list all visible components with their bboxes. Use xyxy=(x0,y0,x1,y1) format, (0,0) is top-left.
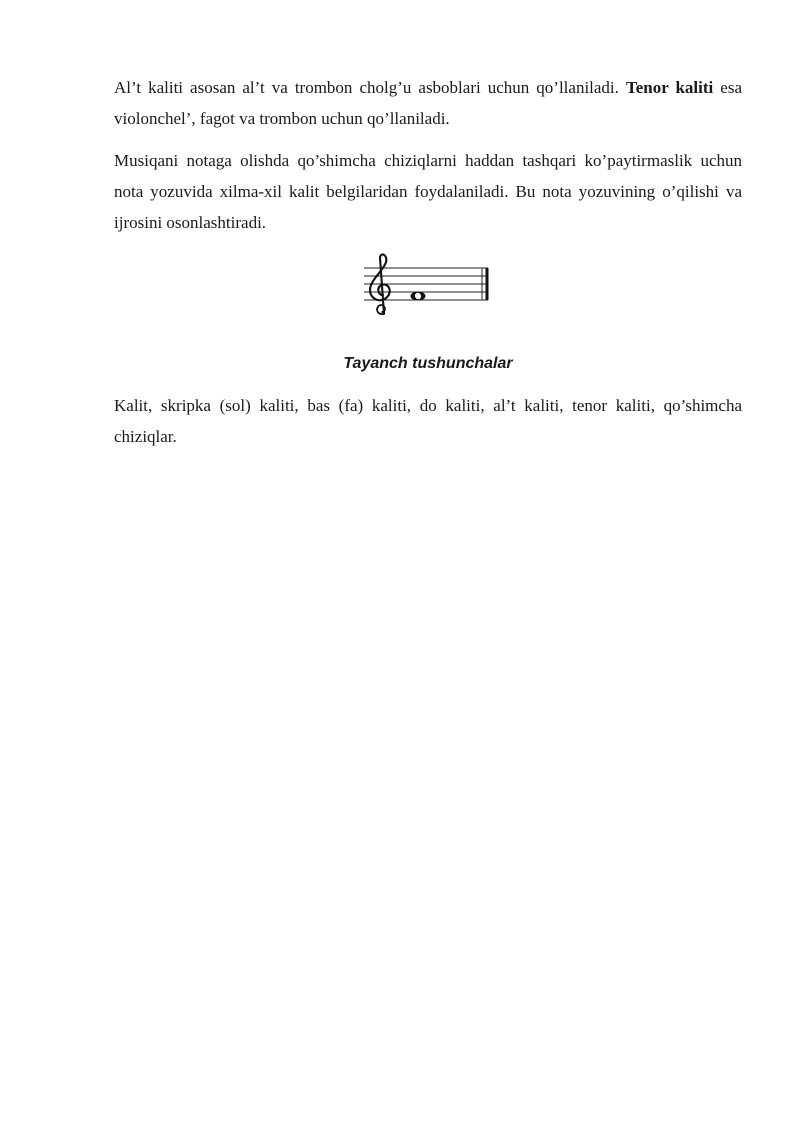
section-heading-key-concepts: Tayanch tushunchalar xyxy=(343,355,513,372)
whole-note-icon xyxy=(411,292,426,301)
paragraph-alto-tenor-clef xyxy=(114,72,742,134)
music-staff xyxy=(364,252,494,322)
paragraph-text: esa violonchel’, fagot va trombon uchun qo’llaniladi. xyxy=(114,78,742,128)
music-staff-figure xyxy=(114,250,742,340)
paragraph-text: Al’t kaliti asosan al’t va trombon cholg’u asboblari uchun qo’llaniladi. xyxy=(114,78,626,97)
document-page xyxy=(114,72,742,452)
paragraph-ledger-lines: Musiqani notaga olishda qo’shimcha chiziqlarni haddan tashqari ko’paytirmaslik uchun nota yozuvida xilma-xil kalit belgilaridan foydalaniladi. Bu nota yozuvining o’qilishi va ijrosini osonlashtiradi. xyxy=(114,151,742,232)
bold-term-tenor-clef: Tenor kaliti xyxy=(625,78,714,97)
keywords-paragraph: Kalit, skripka (sol) kaliti, bas (fa) kaliti, do kaliti, al’t kaliti, tenor kaliti, qo’shimcha chiziqlar. xyxy=(114,396,742,446)
